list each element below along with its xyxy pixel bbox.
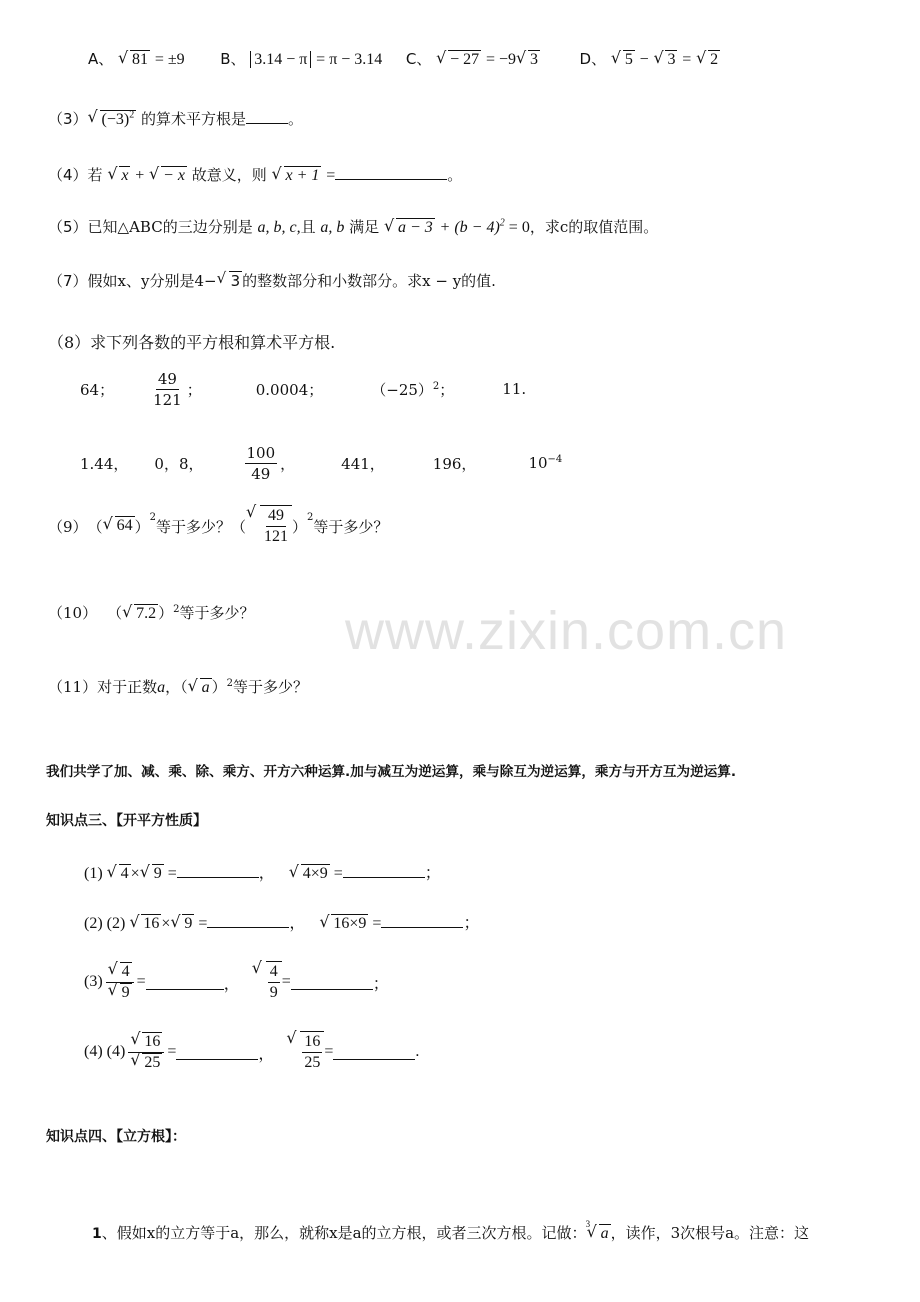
- kp3-item-2: (2) (2) √ 16 ×√ 9 = ， √ 16×9 = ；: [84, 910, 479, 933]
- question-11-ask: 等于多少？: [233, 678, 309, 696]
- q8-value-1-44: 1.44，: [80, 454, 129, 473]
- kp3-item-1-blank-1: [177, 877, 259, 878]
- knowledge-point-4-title: 知识点四、【立方根】：: [46, 1129, 186, 1145]
- question-5-vars2: a, b: [320, 219, 345, 236]
- question-5-equals: = 0: [504, 219, 530, 236]
- question-5-sqrt: √ a − 3: [386, 219, 435, 237]
- question-11-var: a: [157, 679, 166, 696]
- question-7-pre: 假如x、y分别是4−: [87, 272, 217, 290]
- question-7-end: 的整数部分和小数部分。求x − y的值.: [242, 272, 496, 290]
- question-10-number: （10）: [48, 604, 98, 622]
- question-9: （9） （ √ 64 ） $^2$ 等于多少？ （ √ $\frac{49}{121}$ ） $^2$ 等于多少？: [48, 500, 388, 552]
- q8-value-11: 11.: [502, 380, 527, 398]
- option-d-equals: =: [682, 51, 692, 68]
- question-3-sqrt: √ $(-3)^2$: [90, 110, 137, 129]
- kp3-item-4: (4) (4) √ 16 √ 25 = ， √ $\frac{16}{25}$ = .: [84, 1024, 419, 1080]
- q8-value-negative-square: $(-25)^2$；: [371, 380, 455, 399]
- kp3-item-4-number: (4) (4): [84, 1043, 126, 1060]
- kp3-item-1-sqrt-4: √ 4: [109, 865, 131, 883]
- kp3-item-2-sqrt-16: √ 16: [131, 915, 161, 933]
- kp3-item-1-sqrt-product: √ 4×9: [291, 865, 330, 883]
- option-c-label: C、: [405, 50, 432, 68]
- kp3-item-3-fraction-of-roots: √ 4 √ 9: [106, 962, 134, 1003]
- question-7: [48, 270, 496, 291]
- question-5-mid: 且: [300, 218, 316, 236]
- question-5: [48, 216, 658, 237]
- question-3-blank: [246, 123, 288, 124]
- kp3-item-2-sqrt-9: √ 9: [172, 915, 194, 933]
- question-7-sqrt: √ 3: [219, 272, 243, 290]
- question-11-number: （11）: [48, 678, 98, 696]
- paragraph-1-cube-root: 3 √ a: [587, 1225, 611, 1242]
- question-9-ask-2: 等于多少？: [313, 517, 389, 536]
- option-d-sqrt-3: √ 2: [698, 51, 720, 69]
- question-4-plus: +: [135, 167, 145, 184]
- kp3-item-3-number: (3): [84, 973, 103, 990]
- kp3-item-3-root-of-fraction: √ $\frac{4}{9}$: [254, 961, 282, 1003]
- question-9-sqrt-fraction: √ $\frac{49}{121}$: [248, 505, 292, 547]
- q8-fraction-100-49: $\frac{100}{49}$: [246, 443, 276, 483]
- kp3-item-1-number: (1): [84, 865, 103, 882]
- q8-fraction-49-121: $\frac{49}{121}$: [153, 369, 182, 409]
- question-5-end: ，求c的取值范围。: [529, 218, 659, 236]
- kp3-item-2-blank-1: [207, 927, 289, 928]
- question-4-equals: =: [326, 167, 336, 184]
- paragraph-1-text: 、假如x的立方等于a，那么，就称x是a的立方根，或者三次方根。记做：: [101, 1224, 587, 1242]
- question-5-number: （5）: [48, 218, 88, 236]
- kp3-item-4-blank-1: [176, 1059, 258, 1060]
- option-b-rhs: = π − 3.14: [316, 51, 383, 68]
- paragraph-1-number: 1: [92, 1226, 102, 1242]
- q8-value-decimal: 0.0004；: [255, 380, 324, 399]
- q8-fraction-sep-2: ，: [280, 454, 296, 473]
- kp3-item-4-fraction-of-roots: √ 16 √ 25: [128, 1032, 164, 1073]
- option-c-sqrt: √ − 27: [438, 51, 481, 69]
- q8-value-power: $10^{-4}$: [528, 454, 563, 472]
- question-9-ask-1: 等于多少？: [155, 517, 231, 536]
- option-d-label: D、: [579, 50, 607, 68]
- kp3-item-1: (1) √ 4 ×√ 9 = ， √ 4×9 = ；: [84, 860, 441, 883]
- question-8-row-1: [80, 366, 526, 412]
- kp3-item-4-blank-2: [333, 1059, 415, 1060]
- question-7-number: （7）: [48, 272, 88, 290]
- option-a-label: A、: [88, 50, 114, 68]
- option-d-sqrt-2: √ 3: [655, 51, 677, 69]
- question-8-row-2: [80, 440, 562, 486]
- option-c-rhs-sqrt: √ 3: [518, 51, 540, 69]
- summary-text: 我们共学了加、减、乘、除、乘方、开方六种运算.加与减互为逆运算，乘与除互为逆运算，乘方与开方互为逆运算.: [46, 764, 737, 780]
- question-10-sqrt: √ 7.2: [124, 605, 158, 623]
- watermark: www.zixin.com.cn: [345, 601, 788, 661]
- kp3-item-1-blank-2: [343, 877, 425, 878]
- question-5-expr: + $(b - 4)^2$: [439, 217, 505, 236]
- kp3-item-2-blank-2: [381, 927, 463, 928]
- question-4-number: （4）: [48, 166, 88, 184]
- question-9-sqrt-64: √ 64: [105, 517, 135, 535]
- option-a-rhs: = ±9: [154, 51, 185, 68]
- question-3-number: （3）: [48, 110, 88, 128]
- options-line: [88, 48, 720, 69]
- question-11-sqrt: √ a: [190, 679, 212, 697]
- q8-value-0-8: 0，8，: [154, 454, 204, 473]
- kp3-item-3-blank-1: [146, 989, 224, 990]
- kp3-item-3-blank-2: [291, 989, 373, 990]
- question-3-end: 。: [288, 110, 304, 128]
- question-4-blank: [335, 179, 447, 180]
- question-4-sqrt-1: √ x: [109, 167, 130, 185]
- kp3-item-2-number: (2) (2): [84, 915, 126, 932]
- question-4: [48, 164, 462, 185]
- knowledge-point-3-title: 知识点三、【开平方性质】: [46, 813, 207, 829]
- question-5-vars: a, b, c,: [257, 219, 301, 236]
- question-11: （11）对于正数a，（√ a ）$^2$等于多少？: [48, 676, 308, 697]
- question-3-text: 的算术平方根是: [136, 110, 247, 128]
- question-4-pre: 若: [87, 166, 103, 184]
- question-9-number: （9）: [48, 517, 88, 536]
- paragraph-1-end: ，读作，3次根号a。注意：这: [610, 1224, 810, 1242]
- question-3: [48, 108, 303, 129]
- question-4-sqrt-3: √ x + 1: [274, 167, 322, 185]
- question-5-pre: 已知△ABC的三边分别是: [87, 218, 253, 236]
- question-8-title: （8）求下列各数的平方根和算术平方根.: [48, 333, 336, 352]
- q8-value-196: 196，: [432, 454, 477, 473]
- option-a-sqrt: √ 81: [120, 51, 150, 69]
- option-d-sqrt-1: √ 5: [613, 51, 635, 69]
- option-b-label: B、: [220, 50, 246, 68]
- question-4-mid: 故意义，则: [186, 166, 267, 184]
- question-10-ask: 等于多少？: [179, 604, 255, 622]
- q8-value-441: 441，: [341, 454, 385, 473]
- question-10: （10） （√ 7.2 ）$^2$等于多少？: [48, 602, 255, 623]
- kp3-item-3: (3) √ 4 √ 9 = ， √ $\frac{4}{9}$ = ；: [84, 954, 389, 1010]
- question-5-mid2: 满足: [349, 218, 380, 236]
- paragraph-1: [92, 1219, 810, 1243]
- kp3-item-2-sqrt-product: √ 16×9: [321, 915, 368, 933]
- question-4-sqrt-2: √ − x: [151, 167, 187, 185]
- q8-fraction-sep: ；: [186, 380, 202, 399]
- question-4-end: 。: [447, 166, 463, 184]
- option-b-abs: 3.14 − π: [250, 51, 311, 68]
- kp3-item-1-sqrt-9: √ 9: [142, 865, 164, 883]
- kp3-item-4-root-of-fraction: √ $\frac{16}{25}$: [288, 1031, 324, 1073]
- q8-value-64: 64；: [80, 380, 115, 399]
- question-11-pre: 对于正数: [97, 678, 158, 696]
- option-d-minus: −: [639, 51, 649, 68]
- option-c-rhs: = −9: [485, 51, 516, 68]
